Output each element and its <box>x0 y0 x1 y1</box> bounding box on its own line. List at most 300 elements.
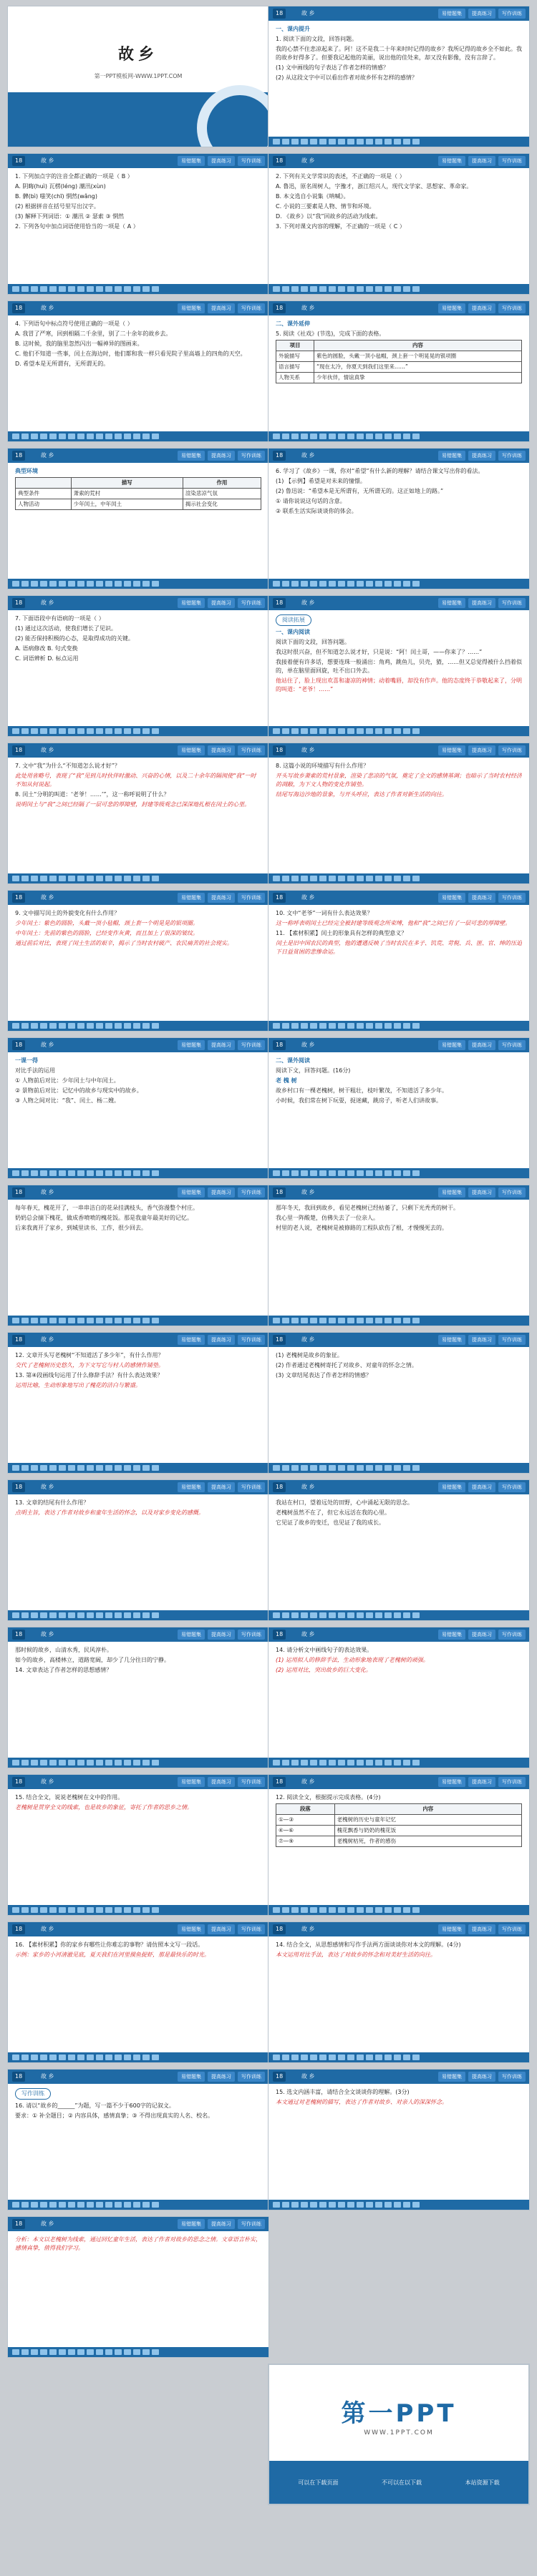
nav-button[interactable]: 易错题集 <box>438 1777 465 1787</box>
nav-button[interactable]: 提高练习 <box>208 303 235 313</box>
nav-button[interactable]: 易错题集 <box>178 598 205 608</box>
nav-button[interactable]: 写作训练 <box>238 451 265 461</box>
footer-nav-icon[interactable] <box>384 728 392 734</box>
footer-nav-icon[interactable] <box>375 139 382 145</box>
footer-nav-icon[interactable] <box>96 2349 103 2355</box>
footer-nav-icon[interactable] <box>142 1023 150 1029</box>
footer-nav-icon[interactable] <box>282 434 289 439</box>
footer-nav-icon[interactable] <box>68 1170 75 1176</box>
nav-button[interactable]: 提高练习 <box>468 9 495 19</box>
footer-nav-icon[interactable] <box>375 876 382 881</box>
footer-nav-icon[interactable] <box>21 1170 29 1176</box>
footer-nav-icon[interactable] <box>77 2202 84 2208</box>
footer-nav-icon[interactable] <box>49 286 57 292</box>
footer-nav-icon[interactable] <box>403 1318 410 1323</box>
nav-button[interactable]: 易错题集 <box>178 156 205 166</box>
footer-nav-icon[interactable] <box>375 1612 382 1618</box>
nav-button[interactable]: 写作训练 <box>238 745 265 755</box>
footer-nav-icon[interactable] <box>273 2055 280 2060</box>
footer-nav-icon[interactable] <box>105 728 112 734</box>
footer-nav-icon[interactable] <box>375 434 382 439</box>
footer-nav-icon[interactable] <box>357 1465 364 1471</box>
footer-nav-icon[interactable] <box>96 876 103 881</box>
footer-nav-icon[interactable] <box>282 1318 289 1323</box>
footer-nav-icon[interactable] <box>291 1760 299 1766</box>
footer-nav-icon[interactable] <box>133 1612 140 1618</box>
footer-nav-icon[interactable] <box>273 876 280 881</box>
footer-nav-icon[interactable] <box>357 286 364 292</box>
footer-nav-icon[interactable] <box>291 728 299 734</box>
footer-nav-icon[interactable] <box>403 876 410 881</box>
footer-nav-icon[interactable] <box>152 876 159 881</box>
footer-nav-icon[interactable] <box>31 2202 38 2208</box>
footer-nav-icon[interactable] <box>87 286 94 292</box>
footer-nav-icon[interactable] <box>394 1907 401 1913</box>
footer-nav-icon[interactable] <box>384 876 392 881</box>
footer-nav-icon[interactable] <box>49 1612 57 1618</box>
footer-nav-icon[interactable] <box>273 1170 280 1176</box>
footer-nav-icon[interactable] <box>366 876 373 881</box>
nav-button[interactable]: 提高练习 <box>468 2072 495 2082</box>
footer-nav-icon[interactable] <box>273 1023 280 1029</box>
nav-button[interactable]: 写作训练 <box>238 1187 265 1198</box>
footer-nav-icon[interactable] <box>21 1612 29 1618</box>
footer-nav-icon[interactable] <box>152 1907 159 1913</box>
footer-nav-icon[interactable] <box>310 286 317 292</box>
footer-nav-icon[interactable] <box>49 2202 57 2208</box>
footer-nav-icon[interactable] <box>375 2202 382 2208</box>
footer-nav-icon[interactable] <box>338 1907 345 1913</box>
footer-nav-icon[interactable] <box>384 2055 392 2060</box>
footer-nav-icon[interactable] <box>21 2202 29 2208</box>
footer-nav-icon[interactable] <box>152 1318 159 1323</box>
footer-nav-icon[interactable] <box>291 581 299 587</box>
footer-nav-icon[interactable] <box>310 2055 317 2060</box>
footer-nav-icon[interactable] <box>282 139 289 145</box>
nav-button[interactable]: 提高练习 <box>208 1187 235 1198</box>
footer-nav-icon[interactable] <box>96 581 103 587</box>
footer-nav-icon[interactable] <box>133 1318 140 1323</box>
nav-button[interactable]: 提高练习 <box>208 451 235 461</box>
footer-nav-icon[interactable] <box>49 1318 57 1323</box>
footer-nav-icon[interactable] <box>152 1023 159 1029</box>
footer-nav-icon[interactable] <box>87 2349 94 2355</box>
footer-nav-icon[interactable] <box>68 286 75 292</box>
nav-button[interactable]: 提高练习 <box>468 1777 495 1787</box>
footer-nav-icon[interactable] <box>282 876 289 881</box>
footer-nav-icon[interactable] <box>96 286 103 292</box>
nav-button[interactable]: 提高练习 <box>468 1335 495 1345</box>
nav-button[interactable]: 提高练习 <box>208 1777 235 1787</box>
footer-nav-icon[interactable] <box>384 139 392 145</box>
footer-nav-icon[interactable] <box>273 1465 280 1471</box>
footer-nav-icon[interactable] <box>357 1612 364 1618</box>
nav-button[interactable]: 写作训练 <box>498 1187 526 1198</box>
footer-nav-icon[interactable] <box>124 1760 131 1766</box>
footer-nav-icon[interactable] <box>152 2055 159 2060</box>
nav-button[interactable]: 写作训练 <box>498 303 526 313</box>
footer-nav-icon[interactable] <box>31 876 38 881</box>
footer-nav-icon[interactable] <box>124 2349 131 2355</box>
footer-nav-icon[interactable] <box>142 2055 150 2060</box>
footer-nav-icon[interactable] <box>21 1318 29 1323</box>
footer-nav-icon[interactable] <box>87 434 94 439</box>
footer-nav-icon[interactable] <box>12 1318 19 1323</box>
footer-nav-icon[interactable] <box>384 1023 392 1029</box>
footer-nav-icon[interactable] <box>394 139 401 145</box>
footer-nav-icon[interactable] <box>347 1760 354 1766</box>
footer-nav-icon[interactable] <box>49 1760 57 1766</box>
nav-button[interactable]: 易错题集 <box>438 2072 465 2082</box>
footer-nav-icon[interactable] <box>366 728 373 734</box>
footer-nav-icon[interactable] <box>357 2202 364 2208</box>
nav-button[interactable]: 写作训练 <box>238 1040 265 1050</box>
nav-button[interactable]: 易错题集 <box>438 156 465 166</box>
footer-nav-icon[interactable] <box>152 2349 159 2355</box>
footer-nav-icon[interactable] <box>403 581 410 587</box>
footer-nav-icon[interactable] <box>338 1465 345 1471</box>
footer-nav-icon[interactable] <box>347 1170 354 1176</box>
footer-nav-icon[interactable] <box>273 728 280 734</box>
footer-nav-icon[interactable] <box>319 2202 326 2208</box>
nav-button[interactable]: 写作训练 <box>498 598 526 608</box>
footer-nav-icon[interactable] <box>12 876 19 881</box>
footer-nav-icon[interactable] <box>273 1318 280 1323</box>
nav-button[interactable]: 易错题集 <box>178 1187 205 1198</box>
footer-nav-icon[interactable] <box>310 1170 317 1176</box>
footer-nav-icon[interactable] <box>152 1465 159 1471</box>
footer-nav-icon[interactable] <box>301 581 308 587</box>
footer-nav-icon[interactable] <box>115 434 122 439</box>
footer-nav-icon[interactable] <box>412 1907 420 1913</box>
footer-nav-icon[interactable] <box>59 1318 66 1323</box>
nav-button[interactable]: 写作训练 <box>498 1924 526 1934</box>
footer-nav-icon[interactable] <box>21 581 29 587</box>
footer-nav-icon[interactable] <box>59 1760 66 1766</box>
nav-button[interactable]: 提高练习 <box>468 1924 495 1934</box>
nav-button[interactable]: 提高练习 <box>468 1187 495 1198</box>
footer-nav-icon[interactable] <box>115 728 122 734</box>
footer-nav-icon[interactable] <box>282 1170 289 1176</box>
footer-nav-icon[interactable] <box>12 1612 19 1618</box>
footer-nav-icon[interactable] <box>115 1612 122 1618</box>
nav-button[interactable]: 写作训练 <box>238 156 265 166</box>
nav-button[interactable]: 写作训练 <box>498 1482 526 1492</box>
nav-button[interactable]: 提高练习 <box>208 745 235 755</box>
footer-nav-icon[interactable] <box>115 1465 122 1471</box>
nav-button[interactable]: 易错题集 <box>438 598 465 608</box>
footer-nav-icon[interactable] <box>105 1318 112 1323</box>
footer-nav-icon[interactable] <box>329 434 336 439</box>
footer-nav-icon[interactable] <box>375 286 382 292</box>
footer-nav-icon[interactable] <box>124 1170 131 1176</box>
footer-nav-icon[interactable] <box>77 1760 84 1766</box>
footer-nav-icon[interactable] <box>40 1465 47 1471</box>
footer-nav-icon[interactable] <box>357 876 364 881</box>
footer-nav-icon[interactable] <box>291 1465 299 1471</box>
footer-nav-icon[interactable] <box>319 1023 326 1029</box>
nav-button[interactable]: 提高练习 <box>208 1924 235 1934</box>
footer-nav-icon[interactable] <box>40 434 47 439</box>
footer-nav-icon[interactable] <box>133 1907 140 1913</box>
footer-nav-icon[interactable] <box>329 286 336 292</box>
footer-nav-icon[interactable] <box>105 2055 112 2060</box>
nav-button[interactable]: 写作训练 <box>238 303 265 313</box>
footer-nav-icon[interactable] <box>105 2202 112 2208</box>
footer-nav-icon[interactable] <box>31 581 38 587</box>
nav-button[interactable]: 写作训练 <box>498 156 526 166</box>
nav-button[interactable]: 提高练习 <box>208 1335 235 1345</box>
footer-nav-icon[interactable] <box>105 1907 112 1913</box>
nav-button[interactable]: 提高练习 <box>208 1482 235 1492</box>
footer-nav-icon[interactable] <box>394 1023 401 1029</box>
footer-nav-icon[interactable] <box>319 2055 326 2060</box>
footer-nav-icon[interactable] <box>403 286 410 292</box>
footer-nav-icon[interactable] <box>412 1023 420 1029</box>
footer-nav-icon[interactable] <box>142 581 150 587</box>
nav-button[interactable]: 写作训练 <box>498 1335 526 1345</box>
footer-nav-icon[interactable] <box>124 728 131 734</box>
footer-nav-icon[interactable] <box>49 2055 57 2060</box>
footer-nav-icon[interactable] <box>87 1612 94 1618</box>
footer-nav-icon[interactable] <box>301 1318 308 1323</box>
footer-nav-icon[interactable] <box>347 434 354 439</box>
footer-nav-icon[interactable] <box>347 1023 354 1029</box>
nav-button[interactable]: 提高练习 <box>468 451 495 461</box>
footer-nav-icon[interactable] <box>68 1760 75 1766</box>
footer-nav-icon[interactable] <box>403 1023 410 1029</box>
nav-button[interactable]: 易错题集 <box>438 1335 465 1345</box>
nav-button[interactable]: 写作训练 <box>498 1040 526 1050</box>
footer-nav-icon[interactable] <box>357 139 364 145</box>
footer-nav-icon[interactable] <box>282 286 289 292</box>
footer-nav-icon[interactable] <box>357 1170 364 1176</box>
footer-nav-icon[interactable] <box>31 2055 38 2060</box>
footer-nav-icon[interactable] <box>412 286 420 292</box>
footer-nav-icon[interactable] <box>31 1318 38 1323</box>
footer-nav-icon[interactable] <box>59 581 66 587</box>
footer-nav-icon[interactable] <box>96 434 103 439</box>
footer-nav-icon[interactable] <box>133 581 140 587</box>
footer-nav-icon[interactable] <box>12 1760 19 1766</box>
footer-nav-icon[interactable] <box>403 728 410 734</box>
footer-nav-icon[interactable] <box>282 1612 289 1618</box>
footer-nav-icon[interactable] <box>21 2055 29 2060</box>
footer-nav-icon[interactable] <box>59 1170 66 1176</box>
nav-button[interactable]: 提高练习 <box>468 1630 495 1640</box>
footer-nav-icon[interactable] <box>347 2055 354 2060</box>
footer-nav-icon[interactable] <box>49 728 57 734</box>
footer-nav-icon[interactable] <box>412 1760 420 1766</box>
footer-nav-icon[interactable] <box>329 1760 336 1766</box>
footer-nav-icon[interactable] <box>12 1907 19 1913</box>
footer-nav-icon[interactable] <box>21 1907 29 1913</box>
footer-nav-icon[interactable] <box>403 1465 410 1471</box>
footer-nav-icon[interactable] <box>87 728 94 734</box>
footer-nav-icon[interactable] <box>357 2055 364 2060</box>
footer-nav-icon[interactable] <box>273 1760 280 1766</box>
footer-nav-icon[interactable] <box>31 1907 38 1913</box>
footer-nav-icon[interactable] <box>77 2055 84 2060</box>
nav-button[interactable]: 提高练习 <box>468 745 495 755</box>
footer-nav-icon[interactable] <box>133 728 140 734</box>
footer-nav-icon[interactable] <box>152 1612 159 1618</box>
footer-nav-icon[interactable] <box>40 2055 47 2060</box>
nav-button[interactable]: 提高练习 <box>468 1040 495 1050</box>
footer-nav-icon[interactable] <box>310 1907 317 1913</box>
footer-nav-icon[interactable] <box>133 1170 140 1176</box>
footer-nav-icon[interactable] <box>412 1170 420 1176</box>
footer-nav-icon[interactable] <box>87 1023 94 1029</box>
footer-nav-icon[interactable] <box>338 876 345 881</box>
footer-nav-icon[interactable] <box>394 1465 401 1471</box>
footer-nav-icon[interactable] <box>142 286 150 292</box>
footer-nav-icon[interactable] <box>357 1760 364 1766</box>
footer-nav-icon[interactable] <box>375 2055 382 2060</box>
footer-nav-icon[interactable] <box>105 286 112 292</box>
footer-nav-icon[interactable] <box>96 1170 103 1176</box>
footer-nav-icon[interactable] <box>124 1023 131 1029</box>
footer-nav-icon[interactable] <box>301 2202 308 2208</box>
footer-nav-icon[interactable] <box>115 1760 122 1766</box>
footer-nav-icon[interactable] <box>366 2202 373 2208</box>
footer-nav-icon[interactable] <box>319 1907 326 1913</box>
footer-nav-icon[interactable] <box>133 1023 140 1029</box>
footer-nav-icon[interactable] <box>87 2202 94 2208</box>
nav-button[interactable]: 提高练习 <box>468 893 495 903</box>
footer-nav-icon[interactable] <box>403 1760 410 1766</box>
footer-nav-icon[interactable] <box>115 286 122 292</box>
footer-nav-icon[interactable] <box>384 581 392 587</box>
footer-nav-icon[interactable] <box>77 434 84 439</box>
footer-nav-icon[interactable] <box>59 728 66 734</box>
footer-nav-icon[interactable] <box>291 1612 299 1618</box>
footer-nav-icon[interactable] <box>319 139 326 145</box>
footer-nav-icon[interactable] <box>31 728 38 734</box>
footer-nav-icon[interactable] <box>124 434 131 439</box>
footer-nav-icon[interactable] <box>347 728 354 734</box>
footer-nav-icon[interactable] <box>329 1612 336 1618</box>
footer-nav-icon[interactable] <box>394 286 401 292</box>
footer-nav-icon[interactable] <box>291 139 299 145</box>
nav-button[interactable]: 提高练习 <box>208 2219 235 2229</box>
footer-nav-icon[interactable] <box>31 1465 38 1471</box>
footer-nav-icon[interactable] <box>49 581 57 587</box>
footer-nav-icon[interactable] <box>40 1023 47 1029</box>
nav-button[interactable]: 易错题集 <box>438 1924 465 1934</box>
nav-button[interactable]: 写作训练 <box>498 1630 526 1640</box>
footer-nav-icon[interactable] <box>68 1318 75 1323</box>
footer-nav-icon[interactable] <box>12 2202 19 2208</box>
footer-nav-icon[interactable] <box>152 434 159 439</box>
footer-nav-icon[interactable] <box>329 1907 336 1913</box>
nav-button[interactable]: 提高练习 <box>208 1630 235 1640</box>
footer-nav-icon[interactable] <box>105 1760 112 1766</box>
footer-nav-icon[interactable] <box>282 1760 289 1766</box>
footer-nav-icon[interactable] <box>124 1318 131 1323</box>
footer-nav-icon[interactable] <box>338 581 345 587</box>
footer-nav-icon[interactable] <box>49 1907 57 1913</box>
footer-nav-icon[interactable] <box>273 139 280 145</box>
footer-nav-icon[interactable] <box>310 1023 317 1029</box>
footer-nav-icon[interactable] <box>366 1907 373 1913</box>
nav-button[interactable]: 易错题集 <box>178 1924 205 1934</box>
footer-nav-icon[interactable] <box>115 2349 122 2355</box>
footer-nav-icon[interactable] <box>357 1318 364 1323</box>
footer-nav-icon[interactable] <box>68 581 75 587</box>
footer-nav-icon[interactable] <box>329 2202 336 2208</box>
footer-nav-icon[interactable] <box>105 434 112 439</box>
nav-button[interactable]: 写作训练 <box>498 745 526 755</box>
footer-nav-icon[interactable] <box>366 1170 373 1176</box>
footer-nav-icon[interactable] <box>375 1760 382 1766</box>
nav-button[interactable]: 提高练习 <box>208 156 235 166</box>
footer-nav-icon[interactable] <box>40 1318 47 1323</box>
footer-nav-icon[interactable] <box>310 2202 317 2208</box>
footer-nav-icon[interactable] <box>366 581 373 587</box>
footer-nav-icon[interactable] <box>21 876 29 881</box>
nav-button[interactable]: 提高练习 <box>468 598 495 608</box>
footer-nav-icon[interactable] <box>366 2055 373 2060</box>
nav-button[interactable]: 易错题集 <box>438 303 465 313</box>
footer-nav-icon[interactable] <box>152 728 159 734</box>
footer-nav-icon[interactable] <box>142 1907 150 1913</box>
footer-nav-icon[interactable] <box>142 728 150 734</box>
footer-nav-icon[interactable] <box>319 1612 326 1618</box>
footer-nav-icon[interactable] <box>347 1465 354 1471</box>
footer-nav-icon[interactable] <box>347 581 354 587</box>
footer-nav-icon[interactable] <box>357 728 364 734</box>
footer-nav-icon[interactable] <box>357 434 364 439</box>
footer-nav-icon[interactable] <box>133 2349 140 2355</box>
footer-nav-icon[interactable] <box>12 2055 19 2060</box>
nav-button[interactable]: 写作训练 <box>498 451 526 461</box>
footer-nav-icon[interactable] <box>49 1465 57 1471</box>
nav-button[interactable]: 写作训练 <box>238 598 265 608</box>
footer-nav-icon[interactable] <box>384 1760 392 1766</box>
footer-nav-icon[interactable] <box>49 434 57 439</box>
footer-nav-icon[interactable] <box>68 1612 75 1618</box>
footer-nav-icon[interactable] <box>282 2055 289 2060</box>
footer-nav-icon[interactable] <box>40 2202 47 2208</box>
footer-nav-icon[interactable] <box>394 581 401 587</box>
footer-nav-icon[interactable] <box>12 434 19 439</box>
footer-nav-icon[interactable] <box>59 2202 66 2208</box>
footer-nav-icon[interactable] <box>152 1760 159 1766</box>
footer-nav-icon[interactable] <box>291 2055 299 2060</box>
footer-nav-icon[interactable] <box>329 876 336 881</box>
footer-nav-icon[interactable] <box>152 2202 159 2208</box>
footer-nav-icon[interactable] <box>59 1907 66 1913</box>
footer-nav-icon[interactable] <box>291 1170 299 1176</box>
nav-button[interactable]: 提高练习 <box>468 156 495 166</box>
footer-nav-icon[interactable] <box>40 1907 47 1913</box>
footer-nav-icon[interactable] <box>329 1318 336 1323</box>
footer-nav-icon[interactable] <box>338 1760 345 1766</box>
footer-nav-icon[interactable] <box>21 1760 29 1766</box>
footer-nav-icon[interactable] <box>282 2202 289 2208</box>
footer-nav-icon[interactable] <box>96 1907 103 1913</box>
footer-nav-icon[interactable] <box>12 1465 19 1471</box>
footer-nav-icon[interactable] <box>329 1465 336 1471</box>
footer-nav-icon[interactable] <box>301 1760 308 1766</box>
footer-nav-icon[interactable] <box>384 1612 392 1618</box>
footer-nav-icon[interactable] <box>96 1465 103 1471</box>
footer-nav-icon[interactable] <box>291 1907 299 1913</box>
footer-nav-icon[interactable] <box>329 139 336 145</box>
footer-nav-icon[interactable] <box>282 1907 289 1913</box>
footer-nav-icon[interactable] <box>68 728 75 734</box>
